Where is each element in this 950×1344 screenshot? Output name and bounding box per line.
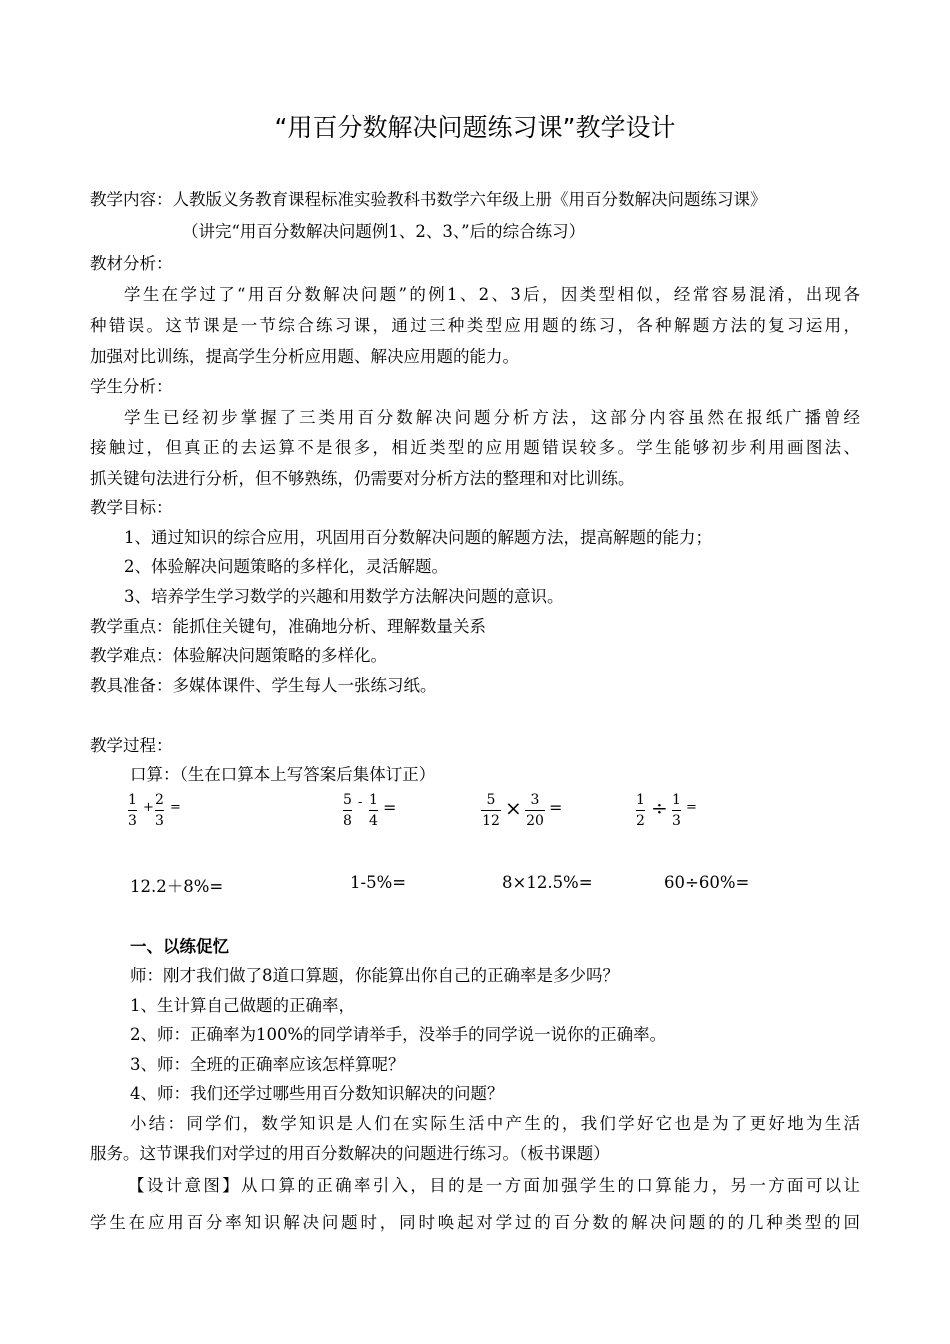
fraction: 1 4 (369, 792, 378, 829)
design-intent-line: 【设计意图】从口算的正确率引入，目的是一方面加强学生的口算能力，另一方面可以让 (128, 1176, 860, 1195)
goal-item: 1、通过知识的综合应用，巩固用百分数解决问题的解题方法，提高解题的能力； (124, 528, 712, 547)
section-text-line: 师：刚才我们做了8道口算题，你能算出你自己的正确率是多少吗？ (130, 966, 619, 985)
section-text-line: 3、师：全班的正确率应该怎样算呢？ (130, 1055, 405, 1074)
design-intent-line: 学生在应用百分率知识解决问题时，同时唤起对学过的百分数的解决问题的的几种类型的回 (90, 1213, 860, 1232)
fraction: 1 3 (128, 792, 137, 829)
student-heading: 学生分析： (90, 377, 173, 396)
material-heading: 教材分析： (90, 254, 173, 273)
fraction: 2 3 (155, 792, 164, 829)
student-text-line: 抓关键句法进行分析，但不够熟练，仍需要对分析方法的整理和对比训练。 (90, 469, 635, 488)
equals-sign: = (686, 800, 697, 815)
material-text-line: 种错误。这节课是一节综合练习课，通过三种类型应用题的练习，各种解题方法的复习运用， (90, 316, 860, 335)
calc-exercise: 8×12.5%= (502, 873, 593, 892)
fraction: 1 2 (636, 792, 645, 829)
equals-sign: = (170, 800, 181, 815)
summary-line: 服务。这节课我们对学过的用百分数解决的问题进行练习。（板书课题） (90, 1144, 610, 1163)
summary-line: 小结：同学们，数学知识是人们在实际生活中产生的，我们学好它也是为了更好地为生活 (130, 1114, 860, 1133)
process-heading: 教学过程： (90, 736, 173, 755)
material-text-line: 加强对比训练，提高学生分析应用题、解决应用题的能力。 (90, 347, 519, 366)
page-title: “用百分数解决问题练习课”教学设计 (274, 113, 676, 142)
calc-exercise: 1-5%= (350, 873, 407, 892)
student-text-line: 学生已经初步掌握了三类用百分数解决问题分析方法，这部分内容虽然在报纸广播曾经 (124, 408, 860, 427)
calc-exercise: 60÷60%= (664, 873, 750, 892)
operator: + (143, 800, 154, 815)
equals-sign: = (383, 798, 397, 817)
section-heading: 一、以练促忆 (130, 937, 229, 956)
fraction: 3 20 (526, 792, 544, 829)
difficulty: 教学难点：体验解决问题策略的多样化。 (90, 646, 387, 665)
goal-item: 3、培养学生学习数学的兴趣和用数学方法解决问题的意识。 (124, 587, 564, 606)
calc-exercise: 12.2＋8%= (130, 877, 224, 896)
material-text-line: 学生在学过了“用百分数解决问题”的例1、2、3后，因类型相似，经常容易混淆，出现各 (124, 285, 860, 304)
tools: 教具准备：多媒体课件、学生每人一张练习纸。 (90, 676, 437, 695)
fraction: 5 12 (482, 792, 500, 829)
goals-heading: 教学目标： (90, 498, 173, 517)
operator: - (358, 795, 363, 810)
oral-calc-instruction: 口算：（生在口算本上写答案后集体订正） (130, 765, 436, 784)
student-text-line: 接触过，但真正的去运算不是很多，相近类型的应用题错误较多。学生能够初步利用画图法、 (90, 438, 860, 457)
goal-item: 2、体验解决问题策略的多样化，灵活解题。 (124, 557, 448, 576)
operator: ÷ (651, 796, 668, 820)
section-text-line: 4、师：我们还学过哪些用百分数知识解决的问题？ (130, 1084, 504, 1103)
teaching-content-note: （讲完“用百分数解决问题例1、2、3、”后的综合练习） (182, 222, 586, 241)
equals-sign: = (549, 798, 563, 817)
teaching-content-line: 教学内容：人教版义务教育课程标准实验教科书数学六年级上册《用百分数解决问题练习课》 (90, 190, 767, 209)
operator: × (505, 796, 522, 820)
section-text-line: 2、师：正确率为100%的同学请举手，没举手的同学说一说你的正确率。 (130, 1025, 667, 1044)
fraction: 1 3 (672, 792, 681, 829)
key-point: 教学重点：能抓住关键句，准确地分析、理解数量关系 (90, 617, 486, 636)
section-text-line: 1、生计算自己做题的正确率， (130, 996, 355, 1015)
fraction: 5 8 (343, 792, 352, 829)
